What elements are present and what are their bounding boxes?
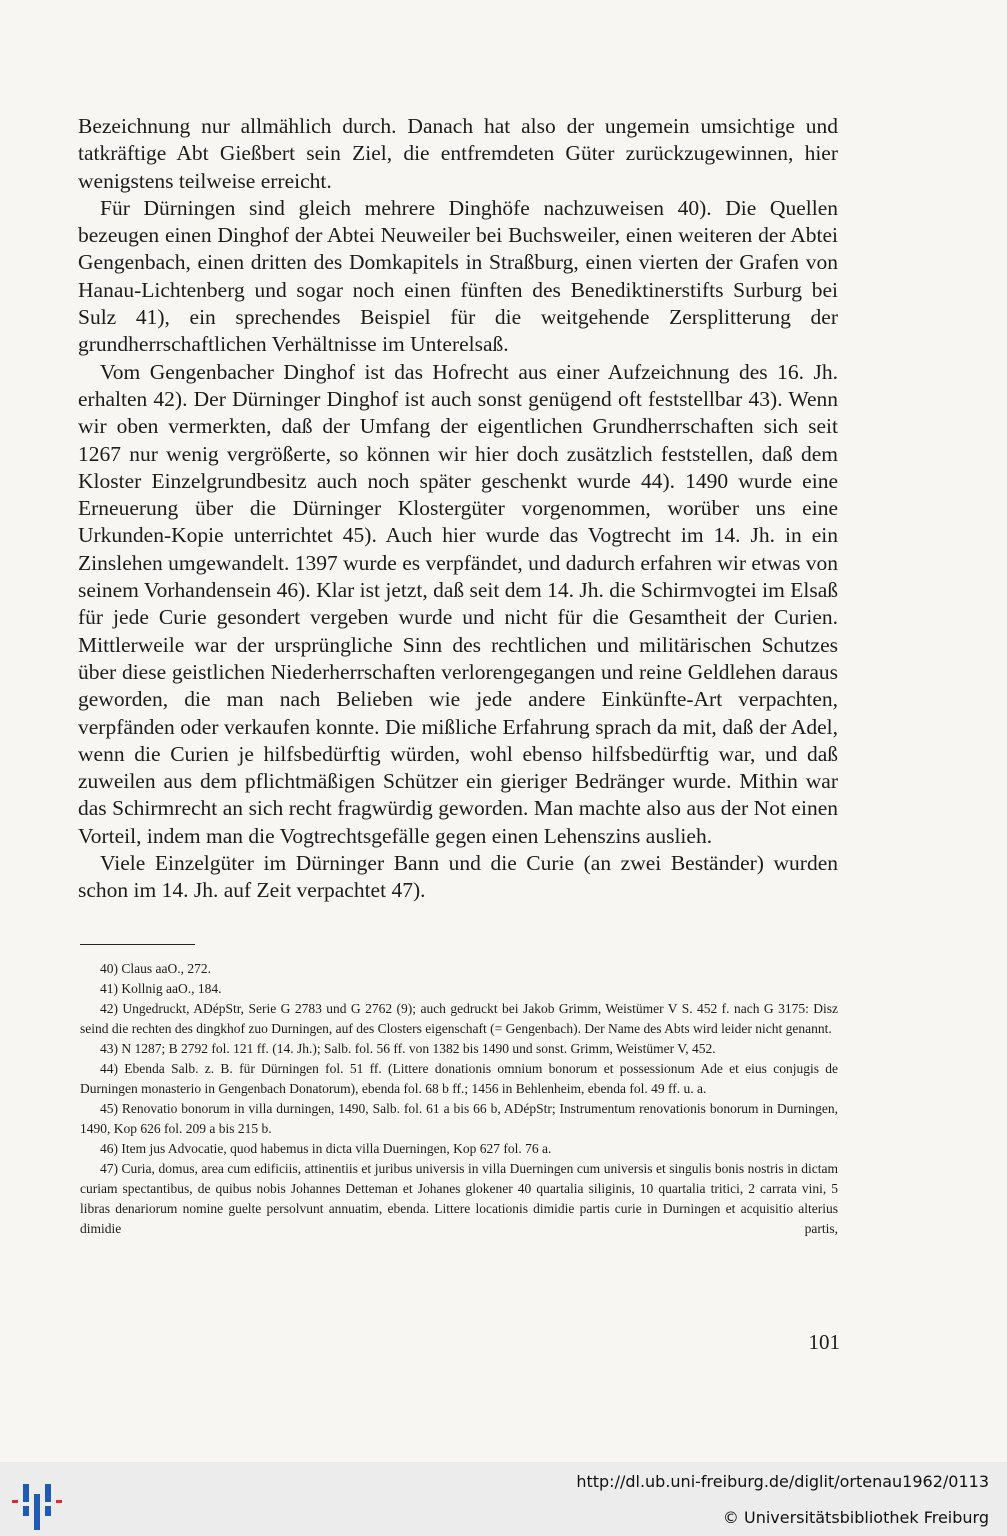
footnote: 46) Item jus Advocatie, quod habemus in dicta villa Duerningen, Kop 627 fol. 76 a. [100,1141,552,1156]
logo-bar [45,1506,51,1516]
footnote: 41) Kollnig aaO., 184. [100,981,222,996]
paragraph: Viele Einzelgüter im Dürninger Bann und die Curie (an zwei Beständer) wurden schon im 14. Jh. auf Zeit verpachtet 47). [78,851,838,903]
footnote: 47) Curia, domus, area cum edificiis, attinentiis et juribus universis in villa Duerningen cum universis et singulis bonis nostris in dictam curiam spectantibus, de quibus nobis Johannes Detteman et Johanes glokener 40 quartalia siliginis, 10 quartalia tritici, 2 carrata vini, 5 libras denariorum nomine guelte persolvunt annuatim, ebenda. Littere locationis dimidie partis curie in Durningen et acquisitio alterius dimidie partis, [80,1161,838,1236]
permalink-url[interactable]: http://dl.ub.uni-freiburg.de/diglit/ortenau1962/0113 [576,1472,989,1491]
footnote: 42) Ungedruckt, ADépStr, Serie G 2783 und G 2762 (9); auch gedruckt bei Jakob Grimm, Weistümer V S. 452 f. nach G 3175: Disz seind die rechten des dingkhof zuo Durningen, auf des Closters eigenschaft (= Gengenbach). Der Name des Abts wird leider nicht genannt. [80,1001,838,1036]
main-text [78,113,838,905]
ub-freiburg-logo-icon[interactable] [10,1474,66,1532]
paragraph: Für Dürningen sind gleich mehrere Dinghöfe nachzuweisen 40). Die Quellen bezeugen einen Dinghof der Abtei Neuweiler bei Buchsweiler, einen weiteren der Abtei Gengenbach, einen dritten des Domkapitels in Straßburg, einen vierten der Grafen von Hanau-Lichtenberg und sogar noch einen fünften des Benediktinerstifts Surburg bei Sulz 41), ein sprechendes Beispiel für die weitgehende Zersplitterung der grundherrschaftlichen Verhältnisse im Unterelsaß. [78,195,838,357]
page-number: 101 [808,1330,840,1354]
logo-bar [45,1484,51,1502]
footnote-divider [80,944,195,945]
footnote: 44) Ebenda Salb. z. B. für Dürningen fol. 51 ff. (Littere donationis omnium bonorum et possessionum Ade et eius conjugis de Durningen monasterio in Gengenbach Donatorum), ebenda fol. 68 b ff.; 1456 in Behlenheim, ebenda fol. 49 ff. u. a. [80,1061,838,1096]
logo-bar [34,1494,40,1530]
logo-bar [12,1500,18,1503]
copyright-text: © Universitätsbibliothek Freiburg [722,1508,989,1527]
logo-bar [56,1500,62,1503]
paragraph: Vom Gengenbacher Dinghof ist das Hofrecht aus einer Aufzeichnung des 16. Jh. erhalten 42). Der Dürninger Dinghof ist auch sonst genügend oft feststellbar 43). Wenn wir oben vermerkten, daß der Umfang der eigentlichen Grundherrschaften sich seit 1267 nur wenig vergrößerte, so können wir hier doch zusätzlich feststellen, daß dem Kloster Einzelgrundbesitz auch noch später geschenkt wurde 44). 1490 wurde eine Erneuerung über die Dürninger Klostergüter vorgenommen, worüber uns eine Urkunden-Kopie unterrichtet 45). Auch hier wurde das Vogtrecht im 14. Jh. in ein Zinslehen umgewandelt. 1397 wurde es verpfändet, und dadurch erfahren wir etwas von seinem Vorhandensein 46). Klar ist jetzt, daß seit dem 14. Jh. die Schirmvogtei im Elsaß für jede Curie gesondert vergeben wurde und nicht für die Gesamtheit der Curien. Mittlerweile war der ursprüngliche Sinn des rechtlichen und militärischen Schutzes über diese geistlichen Niederherrschaften verlorengegangen und reine Geldlehen daraus geworden, die man nach Belieben wie jede andere Einkünfte-Art verpachten, verpfänden oder verkaufen konnte. Die mißliche Erfahrung sprach da mit, daß der Adel, wenn die Curien je hilfsbedürftig würden, wohl ebenso hilfsbedürftig war, und daß zuweilen aus dem pflichtmäßigen Schützer ein gieriger Bedränger wurde. Mithin war das Schirmrecht an sich recht fragwürdig geworden. Man machte also aus der Not einen Vorteil, indem man die Vogtrechtsgefälle gegen einen Lehenszins auslieh. [78,359,839,848]
footnote: 43) N 1287; B 2792 fol. 121 ff. (14. Jh.); Salb. fol. 56 ff. von 1382 bis 1490 und sonst. Grimm, Weistümer V, 452. [100,1041,716,1056]
logo-bar [23,1506,29,1516]
logo-bar [23,1484,29,1502]
footnote: 40) Claus aaO., 272. [100,961,211,976]
paragraph: Bezeichnung nur allmählich durch. Danach hat also der ungemein umsichtige und tatkräftige Abt Gießbert sein Ziel, die entfremdeten Güter zurückzugewinnen, hier wenigstens teilweise erreicht. [78,114,838,193]
footnotes [80,959,838,1239]
footnote: 45) Renovatio bonorum in villa durningen, 1490, Salb. fol. 61 a bis 66 b, ADépStr; Instrumentum renovationis bonorum in Durningen, 1490, Kop 626 fol. 209 a bis 215 b. [80,1101,838,1136]
